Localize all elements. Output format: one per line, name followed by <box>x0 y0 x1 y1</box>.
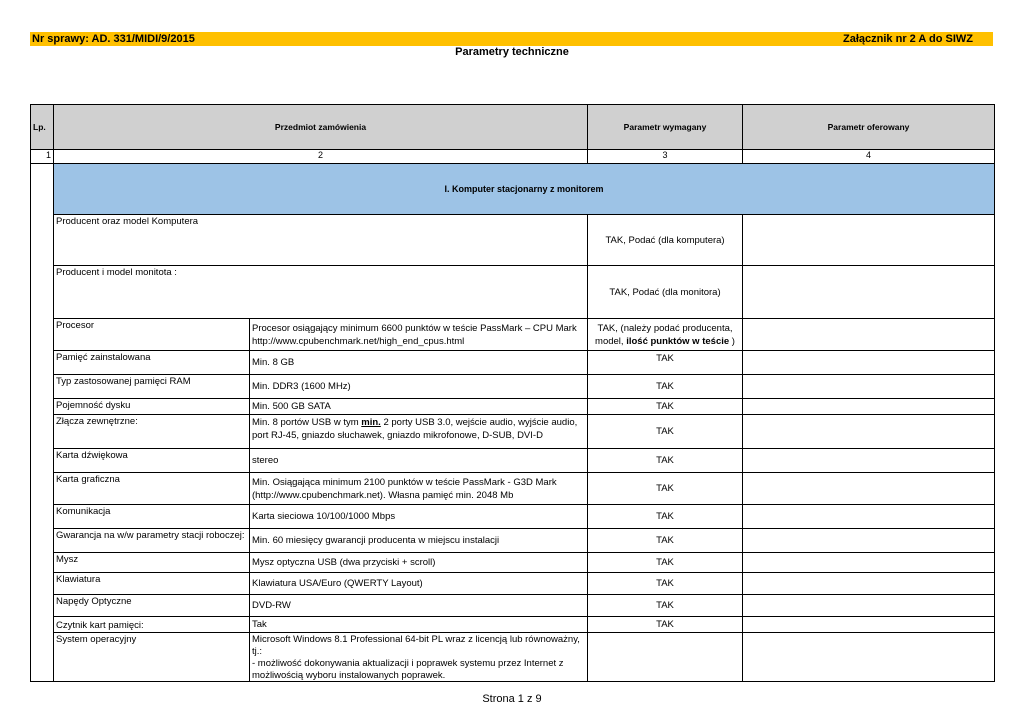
item-name: Pamięć zainstalowana <box>54 351 250 375</box>
item-offered <box>743 573 995 595</box>
item-param: Min. DDR3 (1600 MHz) <box>250 375 588 399</box>
item-required: TAK <box>588 595 743 617</box>
col-header-offered: Parametr oferowany <box>743 105 995 150</box>
item-required: TAK <box>588 553 743 573</box>
table-row <box>31 505 995 529</box>
item-offered <box>743 351 995 375</box>
item-param: Min. Osiągająca minimum 2100 punktów w teście PassMark - G3D Mark (http://www.cpubenchmark.net). Własna pamięć min. 2048 Mb <box>250 473 588 505</box>
item-offered <box>743 633 995 682</box>
item-required: TAK <box>588 449 743 473</box>
page-title: Parametry techniczne <box>455 46 569 58</box>
col-number: 3 <box>588 150 743 164</box>
item-name: Procesor <box>54 319 250 351</box>
table-row <box>31 351 995 375</box>
table-row <box>31 529 995 553</box>
item-name: Mysz <box>54 553 250 573</box>
item-offered <box>743 415 995 449</box>
item-required: TAK <box>588 529 743 553</box>
item-param: stereo <box>250 449 588 473</box>
param-underlined: min. <box>361 417 381 428</box>
item-required: TAK <box>588 617 743 633</box>
table-row <box>31 449 995 473</box>
item-offered <box>743 505 995 529</box>
item-name: Typ zastosowanej pamięci RAM <box>54 375 250 399</box>
required-bold: ilość punktów w teście <box>626 335 730 347</box>
item-offered <box>743 473 995 505</box>
table-row <box>31 375 995 399</box>
item-param: Karta sieciowa 10/100/1000 Mbps <box>250 505 588 529</box>
col-header-required: Parametr wymagany <box>588 105 743 150</box>
item-required: TAK <box>588 351 743 375</box>
item-name: Napędy Optyczne <box>54 595 250 617</box>
page-footer: Strona 1 z 9 <box>482 693 542 705</box>
table-row <box>31 266 995 319</box>
item-name: Karta graficzna <box>54 473 250 505</box>
item-name: Złącza zewnętrzne: <box>54 415 250 449</box>
section-title: I. Komputer stacjonarny z monitorem <box>54 164 995 215</box>
item-param: Mysz optyczna USB (dwa przyciski + scroll) <box>250 553 588 573</box>
required-text: TAK, (należy podać producenta, model, <box>595 322 733 347</box>
item-offered <box>743 215 995 266</box>
param-text: Min. 8 portów USB w tym <box>252 417 362 428</box>
item-name: System operacyjny <box>54 633 250 682</box>
table-header-row <box>31 105 995 150</box>
item-name: Gwarancja na w/w parametry stacji roboczej: <box>54 529 250 553</box>
item-param <box>250 633 588 682</box>
table-row <box>31 553 995 573</box>
item-param: DVD-RW <box>250 595 588 617</box>
item-offered <box>743 319 995 351</box>
case-number: Nr sprawy: AD. 331/MIDI/9/2015 <box>32 33 195 45</box>
item-offered <box>743 375 995 399</box>
table-row <box>31 319 995 351</box>
item-param: Klawiatura USA/Euro (QWERTY Layout) <box>250 573 588 595</box>
col-header-lp: Lp. <box>31 105 54 150</box>
col-number: 2 <box>54 150 588 164</box>
col-header-subject: Przedmiot zamówienia <box>54 105 588 150</box>
parameters-table <box>30 104 995 682</box>
item-param: Tak <box>250 617 588 633</box>
col-number: 4 <box>743 150 995 164</box>
item-offered <box>743 399 995 415</box>
item-name: Producent oraz model Komputera <box>54 215 588 266</box>
param-line: - możliwość dokonywania aktualizacji i poprawek systemu przez Internet z możliwością wyboru instalowanych poprawek. <box>252 658 564 680</box>
item-offered <box>743 617 995 633</box>
item-required: TAK <box>588 573 743 595</box>
item-name: Komunikacja <box>54 505 250 529</box>
item-required <box>588 319 743 351</box>
item-required: TAK, Podać (dla monitora) <box>588 266 743 319</box>
required-text: ) <box>729 335 735 347</box>
item-name: Pojemność dysku <box>54 399 250 415</box>
table-row <box>31 415 995 449</box>
item-offered <box>743 553 995 573</box>
item-required <box>588 633 743 682</box>
item-param: Min. 500 GB SATA <box>250 399 588 415</box>
item-name: Karta dźwiękowa <box>54 449 250 473</box>
column-number-row <box>31 150 995 164</box>
table-row <box>31 633 995 682</box>
item-offered <box>743 595 995 617</box>
table-row <box>31 473 995 505</box>
item-required: TAK <box>588 375 743 399</box>
item-required: TAK <box>588 473 743 505</box>
lp-cell <box>31 164 54 682</box>
item-param: Min. 60 miesięcy gwarancji producenta w miejscu instalacji <box>250 529 588 553</box>
item-required: TAK, Podać (dla komputera) <box>588 215 743 266</box>
item-param <box>250 415 588 449</box>
param-line: Microsoft Windows 8.1 Professional 64-bit PL wraz z licencją lub równoważny, tj.: <box>252 634 580 657</box>
item-required: TAK <box>588 399 743 415</box>
item-name: Klawiatura <box>54 573 250 595</box>
item-offered <box>743 266 995 319</box>
attachment-label: Załącznik nr 2 A do SIWZ <box>843 33 973 45</box>
item-offered <box>743 449 995 473</box>
item-offered <box>743 529 995 553</box>
item-name: Producent i model monitota : <box>54 266 588 319</box>
item-required: TAK <box>588 415 743 449</box>
item-param: Min. 8 GB <box>250 351 588 375</box>
section-row <box>31 164 995 215</box>
col-number: 1 <box>31 150 54 164</box>
header-bar <box>30 32 993 46</box>
table-row <box>31 595 995 617</box>
table-row <box>31 399 995 415</box>
item-required: TAK <box>588 505 743 529</box>
table-row <box>31 215 995 266</box>
table-row <box>31 573 995 595</box>
item-param: Procesor osiągający minimum 6600 punktów w teście PassMark – CPU Mark http://www.cpubenchmark.net/high_end_cpus.html <box>250 319 588 351</box>
table-row <box>31 617 995 633</box>
param-text: 2 porty USB 3.0, wejście audio, wyjście audio, port RJ-45, gniazdo słuchawek, gniazdo mikrofonowe, D-SUB, DVI-D <box>252 417 578 441</box>
item-name: Czytnik kart pamięci: <box>54 617 250 633</box>
